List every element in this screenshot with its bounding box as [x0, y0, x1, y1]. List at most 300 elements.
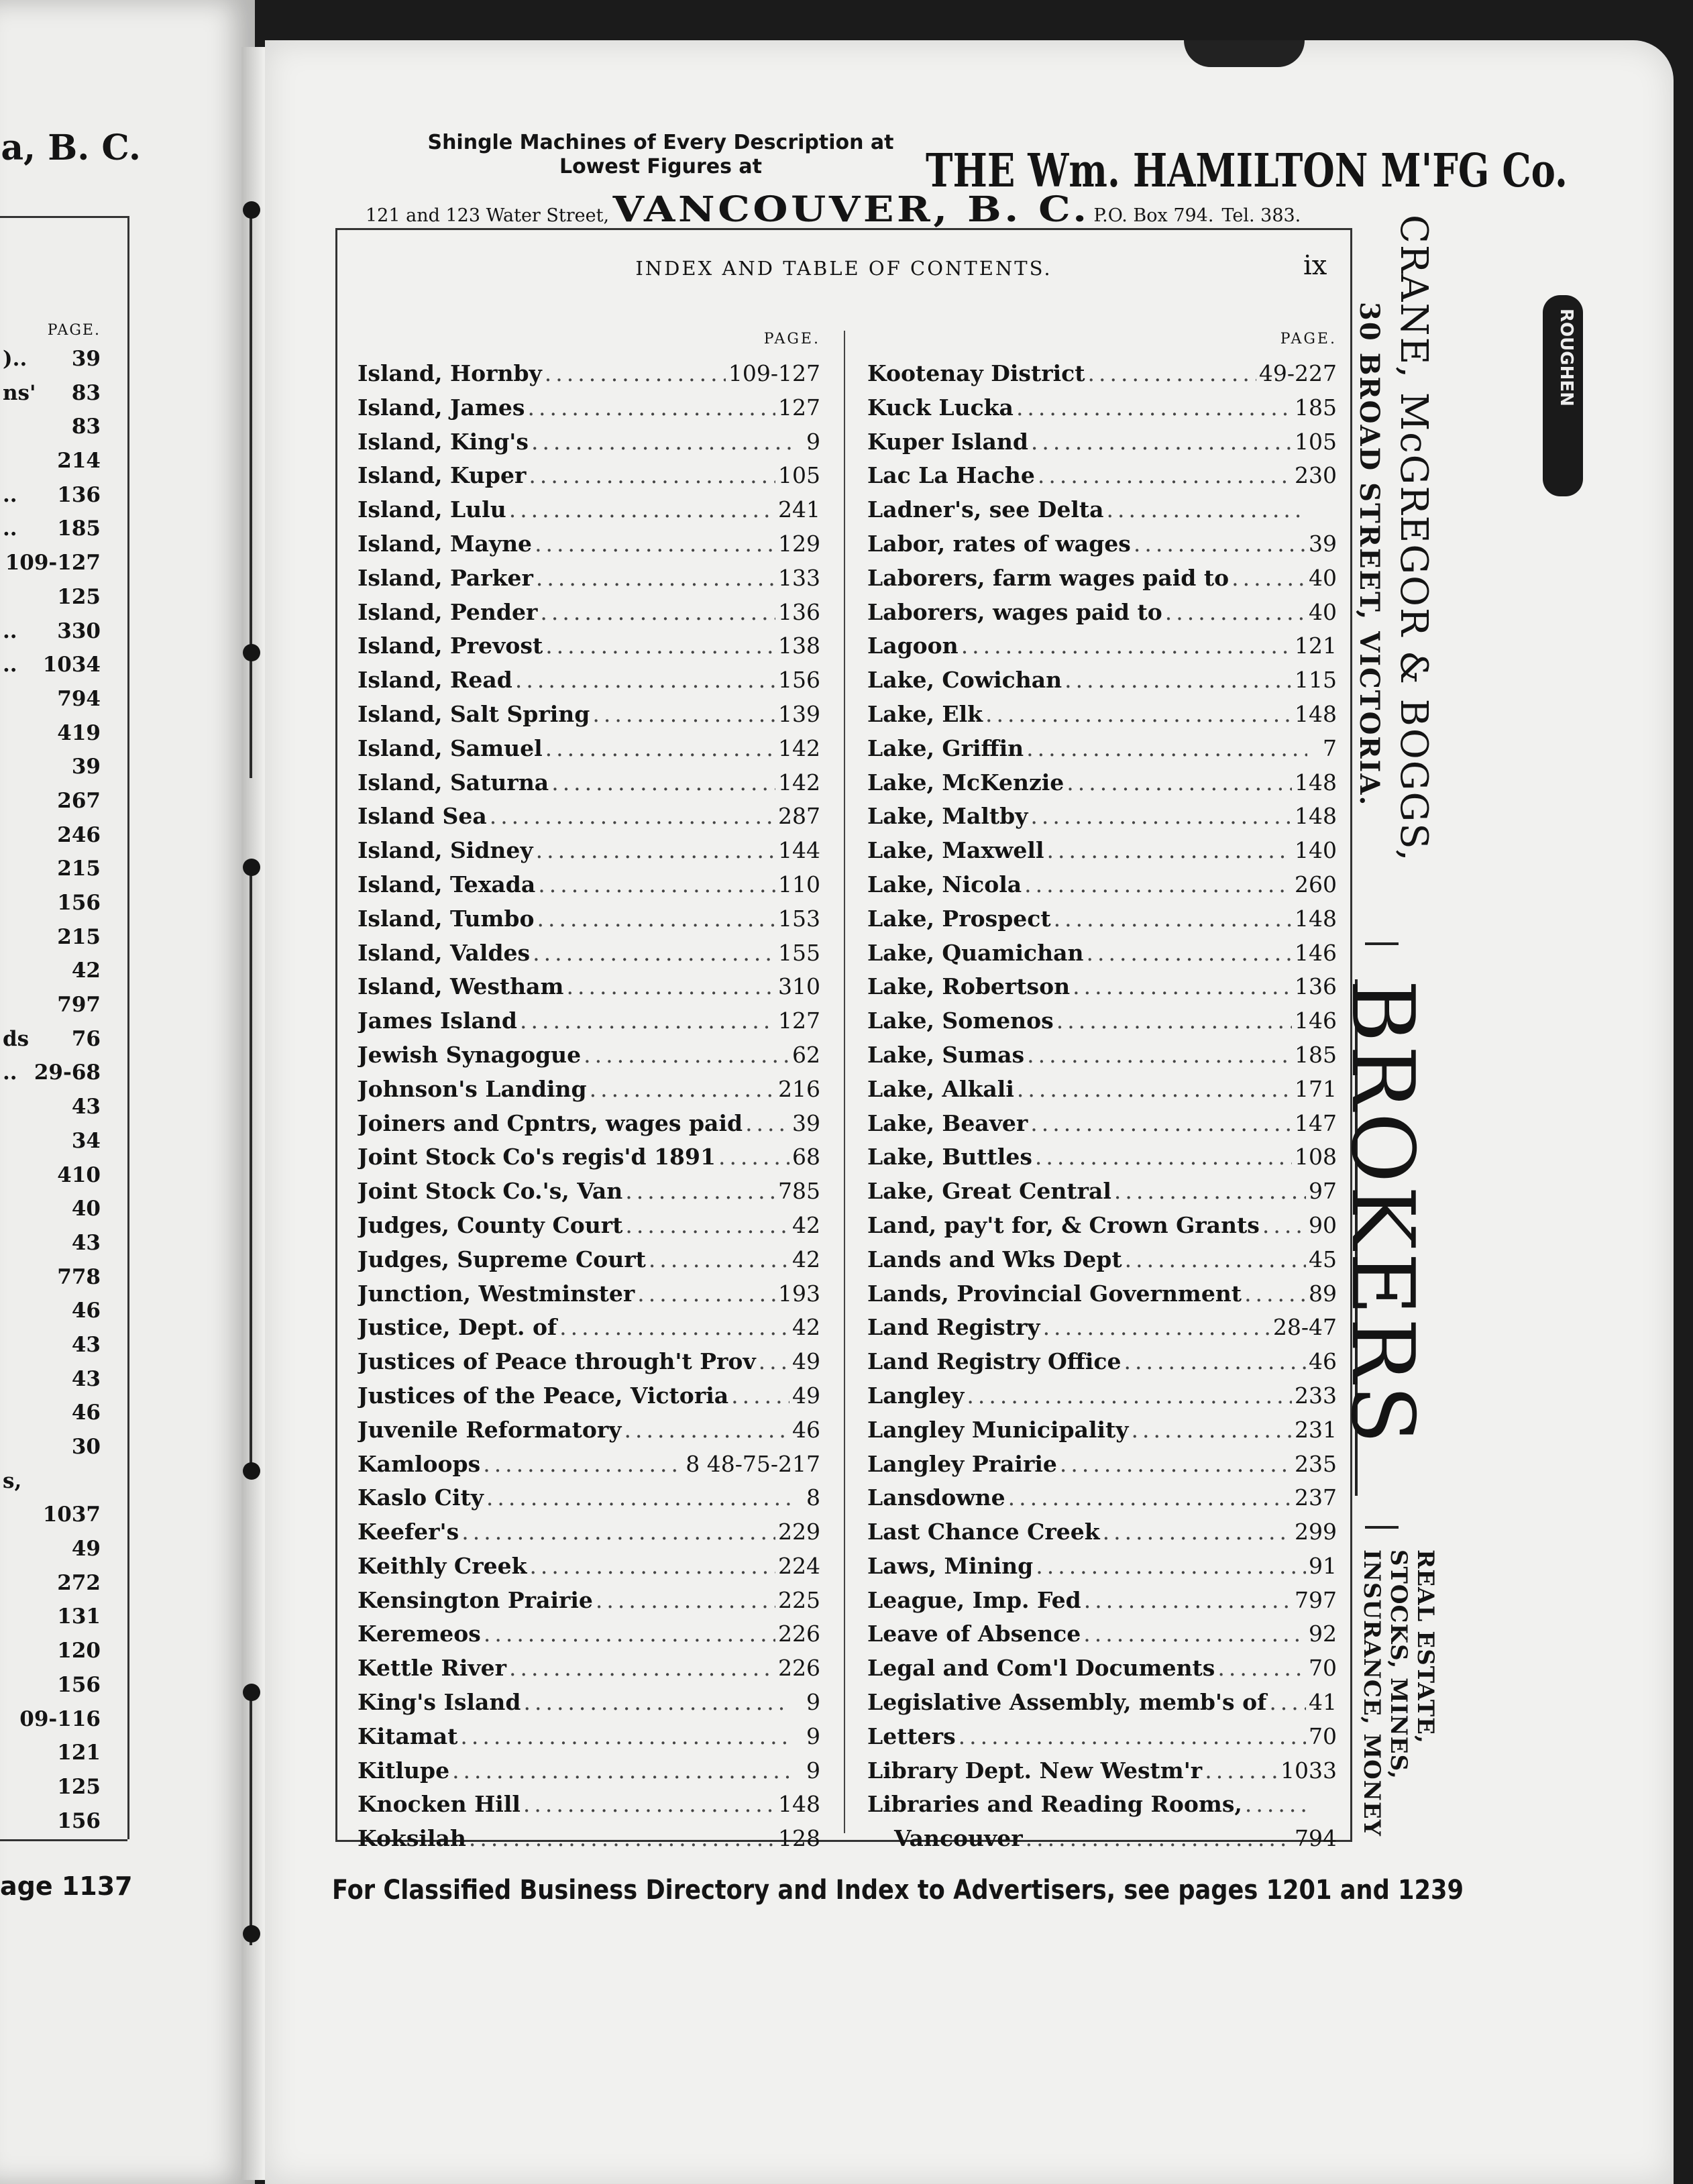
index-entry-page: 146: [1295, 1007, 1337, 1034]
side-advert-rule: [1365, 1526, 1399, 1529]
leader-dots: [967, 1382, 1292, 1409]
index-entry-name: Lands and Wks Dept: [867, 1246, 1122, 1272]
index-entry-page: 237: [1295, 1484, 1337, 1511]
leader-dots: [1088, 360, 1256, 386]
leader-dots: [531, 429, 791, 455]
index-entry-page: 40: [1309, 564, 1337, 591]
left-entry-fragment: [0, 1668, 3, 1702]
side-advert-company: CRANE, McGREGOR & BOGGS,: [1392, 215, 1435, 863]
left-entry-fragment: [0, 1294, 3, 1328]
leader-dots: [536, 837, 775, 863]
index-entry-page: 97: [1309, 1178, 1337, 1205]
left-entry-page: 43: [71, 1332, 101, 1357]
leader-dots: [523, 1689, 791, 1715]
index-entry-name: Lake, Somenos: [867, 1007, 1054, 1034]
left-entry-fragment: ns': [3, 380, 36, 405]
index-entry-page: 226: [778, 1655, 820, 1682]
index-entry-page: 105: [1295, 428, 1337, 455]
top-advert-address-line: [366, 189, 1301, 230]
index-entry-name: Island, Pender: [358, 598, 538, 625]
left-entry-fragment: [0, 1702, 3, 1737]
index-entry: [358, 769, 820, 804]
index-entry-page: 133: [778, 564, 820, 591]
index-entry-name: Island, Prevost: [358, 633, 543, 659]
index-entry: [358, 429, 820, 463]
left-index-entry: [0, 784, 101, 818]
leader-dots: [536, 565, 775, 591]
index-entry-name: Island, James: [358, 394, 525, 421]
index-entry-page: 127: [778, 1007, 820, 1034]
leader-dots: [584, 1042, 789, 1068]
left-entry-page: 156: [57, 1672, 101, 1697]
top-advert-line1: Shingle Machines of Every Description at: [427, 131, 894, 154]
index-entry: [358, 667, 820, 701]
page-label: PAGE.: [763, 331, 820, 347]
index-entry-page: 148: [778, 1791, 820, 1818]
top-page-shadow: [1184, 40, 1305, 67]
index-entry: [358, 803, 820, 837]
side-advert-address: 30 BROAD STREET, VICTORIA.: [1354, 302, 1385, 807]
leader-dots: [1027, 1042, 1292, 1068]
leader-dots: [1107, 496, 1307, 523]
page-number: ix: [1303, 250, 1327, 281]
leader-dots: [1008, 1484, 1292, 1511]
index-entry: [867, 1144, 1337, 1178]
side-advert-rule: [1365, 942, 1399, 945]
index-entry: [867, 1178, 1337, 1212]
leader-dots: [538, 871, 775, 897]
index-entry: [358, 837, 820, 871]
index-entry: [867, 1484, 1337, 1519]
left-entry-fragment: [0, 886, 3, 920]
left-index-entry: [0, 988, 101, 1022]
index-entry-page: 108: [1295, 1144, 1337, 1170]
index-entry-page: 70: [1309, 1723, 1337, 1749]
leader-dots: [1244, 1280, 1306, 1307]
index-entry: [867, 633, 1337, 667]
index-entry: [358, 496, 820, 531]
left-index-entry: [0, 954, 101, 988]
leader-dots: [718, 1144, 789, 1170]
index-entry-name: Island, Valdes: [358, 939, 531, 966]
index-entry-name: Island, Samuel: [358, 734, 543, 761]
index-entry-name: Island, Tumbo: [358, 905, 535, 932]
left-entry-page: 39: [71, 347, 101, 371]
index-entry: [358, 1348, 820, 1382]
index-entry-name: Kettle River: [358, 1655, 506, 1682]
index-entry: [358, 1144, 820, 1178]
index-entry-name: Land Registry Office: [867, 1348, 1122, 1375]
index-entry: [358, 1076, 820, 1110]
index-entry-page: 299: [1295, 1519, 1337, 1545]
left-entry-page: 76: [71, 1026, 101, 1051]
index-entry: [867, 1655, 1337, 1689]
index-entry: [358, 1723, 820, 1757]
stitch-hole: [243, 644, 260, 661]
index-column-left: [358, 331, 820, 1859]
left-entry-page: 120: [57, 1639, 101, 1663]
leader-dots: [523, 1791, 775, 1817]
index-entry-page: 785: [778, 1178, 820, 1205]
leader-dots: [1017, 1076, 1292, 1102]
left-rule: [0, 216, 127, 218]
left-entry-page: 42: [71, 959, 101, 983]
left-index-entry: [0, 1498, 101, 1532]
index-entry: [358, 565, 820, 599]
leader-dots: [590, 1076, 775, 1102]
index-entry: [358, 1655, 820, 1689]
left-page: [0, 0, 255, 2184]
index-entry: [867, 429, 1337, 463]
left-entry-fragment: [0, 852, 3, 886]
index-entry-page: 136: [1295, 973, 1337, 1000]
left-entry-page: 83: [71, 415, 101, 439]
left-page-footer: age 1137: [0, 1871, 133, 1901]
index-entry-page: 41: [1309, 1689, 1337, 1716]
index-entry-page: 49-227: [1258, 360, 1337, 386]
index-entry: [358, 1825, 820, 1859]
left-entry-page: 215: [57, 924, 101, 949]
index-entry-page: 185: [1295, 1041, 1337, 1068]
index-entry-page: 42: [792, 1314, 820, 1341]
top-advert-line2: Lowest Figures at: [559, 155, 763, 178]
leader-dots: [1245, 1791, 1307, 1817]
index-entry-name: Lake, Sumas: [867, 1041, 1025, 1068]
leader-dots: [1036, 1553, 1306, 1579]
index-entry-page: 142: [778, 734, 820, 761]
index-entry-page: 139: [778, 700, 820, 727]
leader-dots: [625, 1212, 789, 1238]
index-entry-name: Lake, Cowichan: [867, 667, 1062, 694]
leader-dots: [1067, 769, 1292, 796]
left-entry-page: 410: [57, 1162, 101, 1187]
index-entry-name: Laborers, farm wages paid to: [867, 564, 1230, 591]
index-entry-name: Koksilah: [358, 1825, 466, 1852]
index-entry-page: 46: [792, 1416, 820, 1443]
left-entry-page: 214: [57, 449, 101, 474]
index-entry: [358, 1621, 820, 1655]
index-entry-page: 129: [778, 530, 820, 557]
index-entry-name: Letters: [867, 1723, 956, 1749]
leader-dots: [1035, 1144, 1292, 1170]
index-entry: [867, 1348, 1337, 1382]
left-entry-fragment: [0, 682, 3, 716]
index-entry-name: Kitlupe: [358, 1757, 450, 1784]
leader-dots: [483, 1451, 683, 1477]
leader-dots: [1125, 1246, 1306, 1272]
stitch-hole: [243, 859, 260, 876]
index-entry-page: 9: [806, 1723, 820, 1749]
index-entry-name: Laborers, wages paid to: [867, 598, 1162, 625]
leader-dots: [1024, 871, 1292, 897]
left-index-entry: [0, 478, 101, 512]
left-entry-fragment: [0, 1328, 3, 1362]
index-entry: [867, 1825, 1337, 1859]
index-entry-name: Labor, rates of wages: [867, 530, 1131, 557]
left-entry-fragment: [0, 1090, 3, 1124]
left-entry-fragment: [0, 784, 3, 818]
index-entry-page: 794: [1295, 1825, 1337, 1852]
index-entry-name: Last Chance Creek: [867, 1519, 1100, 1545]
index-entry-page: 310: [778, 973, 820, 1000]
index-entry-page: 148: [1295, 803, 1337, 830]
index-entry-page: 260: [1295, 871, 1337, 897]
index-entry-page: 39: [1309, 530, 1337, 557]
index-entry: [867, 701, 1337, 735]
index-entry-page: 115: [1295, 667, 1337, 694]
left-entry-fragment: [0, 444, 3, 478]
index-entry-name: Justices of Peace through't Prov: [358, 1348, 756, 1375]
left-entry-fragment: [0, 920, 3, 954]
left-rule-side: [127, 216, 129, 1839]
leader-dots: [1016, 394, 1292, 421]
left-index-entry: [0, 852, 101, 886]
left-entry-page: 136: [57, 482, 101, 507]
left-index-entry: [0, 1464, 101, 1498]
stitch-hole: [243, 1684, 260, 1701]
top-advert-company: THE Wm. HAMILTON M'FG Co.: [926, 144, 1568, 198]
leader-dots: [1073, 973, 1292, 999]
index-entry-name: Libraries and Reading Rooms,: [867, 1791, 1242, 1818]
left-entry-page: 419: [57, 720, 101, 745]
left-entry-page: 1034: [42, 653, 101, 677]
index-entry-page: 28-47: [1272, 1314, 1337, 1341]
index-entry-page: 226: [778, 1621, 820, 1647]
leader-dots: [1262, 1212, 1306, 1238]
index-entry-page: 110: [778, 871, 820, 897]
index-entry-page: 147: [1295, 1109, 1337, 1136]
index-entry-name: Kitamat: [358, 1723, 458, 1749]
left-entry-fragment: [0, 1804, 3, 1839]
index-entry: [867, 1587, 1337, 1621]
index-entry-name: Lake, Great Central: [867, 1178, 1111, 1205]
index-entry: [358, 1178, 820, 1212]
index-entry-name: Lake, Quamichan: [867, 939, 1084, 966]
index-entry-page: 185: [1295, 394, 1337, 421]
leader-dots: [469, 1825, 775, 1851]
left-entry-page: 794: [57, 686, 101, 711]
left-index-entry: [0, 920, 101, 954]
index-entry-name: Kootenay District: [867, 360, 1085, 386]
left-page-label: PAGE.: [47, 322, 101, 339]
leader-dots: [486, 1484, 791, 1511]
leader-dots: [533, 940, 775, 966]
leader-dots: [649, 1246, 789, 1272]
index-entry: [358, 1382, 820, 1417]
left-index-entry: [0, 886, 101, 920]
binding-thread: [250, 865, 252, 1469]
column-divider: [844, 331, 845, 1833]
leader-dots: [1046, 837, 1292, 863]
index-entry-page: 155: [778, 939, 820, 966]
top-advert-tel: Tel. 383.: [1221, 205, 1301, 226]
index-entry: [867, 803, 1337, 837]
index-entry-name: Lake, Griffin: [867, 734, 1024, 761]
index-entry-page: 229: [778, 1519, 820, 1545]
index-entry: [867, 360, 1337, 394]
index-entry-name: Justice, Dept. of: [358, 1314, 557, 1341]
leader-dots: [1060, 1451, 1292, 1477]
index-entry: [867, 1110, 1337, 1144]
index-entry-page: 231: [1295, 1416, 1337, 1443]
index-entry-page: 105: [778, 462, 820, 489]
leader-dots: [490, 803, 775, 829]
index-entry-page: 235: [1295, 1450, 1337, 1477]
left-page-header: a, B. C.: [1, 127, 141, 168]
index-entry-name: Joint Stock Co's regis'd 1891: [358, 1144, 716, 1170]
index-entry-name: Lake, Nicola: [867, 871, 1022, 897]
index-entry-name: Land Registry: [867, 1314, 1040, 1341]
index-entry: [358, 1484, 820, 1519]
index-entry: [358, 1519, 820, 1553]
left-entry-fragment: [0, 1600, 3, 1634]
index-entry: [358, 735, 820, 769]
left-index-entry: [0, 580, 101, 614]
left-entry-page: 29-68: [34, 1060, 101, 1085]
left-entry-page: 39: [71, 755, 101, 779]
left-index-entry: [0, 1056, 101, 1090]
index-entry: [358, 1314, 820, 1348]
index-entry: [867, 565, 1337, 599]
index-entry-page: 9: [806, 1689, 820, 1716]
index-entry-page: 153: [778, 905, 820, 932]
left-entry-page: 125: [57, 1774, 101, 1799]
left-entry-page: 330: [57, 618, 101, 643]
index-entry-name: Kamloops: [358, 1450, 481, 1477]
left-entry-fragment: [0, 1498, 3, 1532]
side-advert-service: INSURANCE, MONEY: [1358, 1549, 1385, 1837]
left-entry-page: 125: [57, 584, 101, 609]
leader-dots: [1026, 1825, 1292, 1851]
index-entry-name: Lake, Prospect: [867, 905, 1051, 932]
index-entry-page: 127: [778, 394, 820, 421]
leader-dots: [461, 1519, 775, 1545]
left-entry-fragment: [0, 1736, 3, 1770]
left-entry-page: 156: [57, 1808, 101, 1833]
leader-dots: [559, 1314, 789, 1340]
index-entry-name: Lake, Robertson: [867, 973, 1071, 1000]
index-entry: [867, 940, 1337, 974]
left-entry-page: 46: [71, 1401, 101, 1425]
index-entry-page: 9: [806, 428, 820, 455]
index-entry-page: 7: [1323, 734, 1337, 761]
left-entry-fragment: [0, 1634, 3, 1668]
index-entry-page: 287: [778, 803, 820, 830]
left-entry-page: 43: [71, 1095, 101, 1120]
left-index-entry: [0, 1328, 101, 1362]
leader-dots: [545, 633, 775, 659]
index-entry: [358, 973, 820, 1007]
left-entry-fragment: [0, 988, 3, 1022]
index-entry-page: 40: [1309, 598, 1337, 625]
left-entry-fragment: [0, 1124, 3, 1158]
stitch-hole: [243, 201, 260, 219]
index-entry-name: Langley Municipality: [867, 1416, 1129, 1443]
leader-dots: [1269, 1689, 1306, 1715]
left-index-entry: [0, 1702, 101, 1737]
index-entry-page: 128: [778, 1825, 820, 1852]
leader-dots: [1031, 429, 1292, 455]
leader-dots: [1131, 1417, 1292, 1443]
left-entry-fragment: ..: [3, 653, 17, 677]
index-entry-name: League, Imp. Fed: [867, 1586, 1081, 1613]
index-entry-name: Joint Stock Co.'s, Van: [358, 1178, 623, 1205]
leader-dots: [509, 1655, 775, 1681]
index-entry-name: Lake, McKenzie: [867, 769, 1064, 796]
index-entry-page: 62: [792, 1041, 820, 1068]
left-entry-fragment: [0, 1362, 3, 1397]
index-entry-name: Ladner's, see Delta: [867, 496, 1104, 523]
index-entry-name: Legislative Assembly, memb's of: [867, 1689, 1267, 1716]
index-entry: [867, 1212, 1337, 1246]
left-rule-bottom: [0, 1839, 127, 1841]
index-entry: [867, 1417, 1337, 1451]
index-table: [335, 228, 1352, 1852]
side-advert-service: STOCKS, MINES,: [1385, 1549, 1412, 1780]
leader-dots: [1232, 565, 1306, 591]
index-entry-page: 109-127: [728, 360, 820, 386]
index-entry-page: 49: [792, 1348, 820, 1375]
left-entry-page: 49: [71, 1537, 101, 1562]
index-entry: [358, 1212, 820, 1246]
index-entry-name: Judges, Supreme Court: [358, 1246, 646, 1272]
index-entry-page: 233: [1295, 1382, 1337, 1409]
left-index-entry: [0, 1532, 101, 1566]
index-entry-page: 224: [778, 1552, 820, 1579]
index-entry-page: 146: [1295, 939, 1337, 966]
index-entry-name: Island, Lulu: [358, 496, 506, 523]
index-entry-name: Lake, Buttles: [867, 1144, 1032, 1170]
index-entry-name: Keremeos: [358, 1621, 481, 1647]
leader-dots: [1086, 940, 1292, 966]
index-entry-page: 45: [1309, 1246, 1337, 1272]
index-entry-page: 171: [1295, 1075, 1337, 1102]
index-entry-page: 90: [1309, 1211, 1337, 1238]
index-entry: [358, 1791, 820, 1825]
index-entry-page: 148: [1295, 769, 1337, 796]
index-entry-page: 142: [778, 769, 820, 796]
index-entry-page: 68: [792, 1144, 820, 1170]
top-advert-text: [325, 131, 996, 179]
index-entry-page: 92: [1309, 1621, 1337, 1647]
leader-dots: [537, 906, 775, 932]
index-entry: [358, 394, 820, 429]
left-index-entry: [0, 1158, 101, 1193]
left-entry-page: 272: [57, 1570, 101, 1595]
leader-dots: [1124, 1348, 1306, 1374]
left-index-entry: [0, 444, 101, 478]
leader-dots: [1114, 1178, 1306, 1204]
index-entry-name: Island, Westham: [358, 973, 564, 1000]
page-footer: For Classified Business Directory and Index to Advertisers, see pages 1201 and 1239: [332, 1875, 1464, 1906]
index-entry-page: 148: [1295, 905, 1337, 932]
index-entry: [867, 667, 1337, 701]
left-index-entry: [0, 716, 101, 751]
left-entry-page: 131: [57, 1604, 101, 1629]
index-entry-name: Island, Hornby: [358, 360, 542, 386]
index-entry: [358, 633, 820, 667]
index-entry: [358, 360, 820, 394]
leader-dots: [551, 769, 775, 796]
index-entry: [867, 1757, 1337, 1792]
left-entry-page: 1037: [42, 1503, 101, 1527]
index-title: INDEX AND TABLE OF CONTENTS.: [635, 257, 1052, 280]
index-entry: [358, 462, 820, 496]
left-entry-fragment: [0, 1532, 3, 1566]
index-entry-name: Island, Salt Spring: [358, 700, 590, 727]
index-entry-name: Jewish Synagogue: [358, 1041, 582, 1068]
index-entry-name: James Island: [358, 1007, 517, 1034]
